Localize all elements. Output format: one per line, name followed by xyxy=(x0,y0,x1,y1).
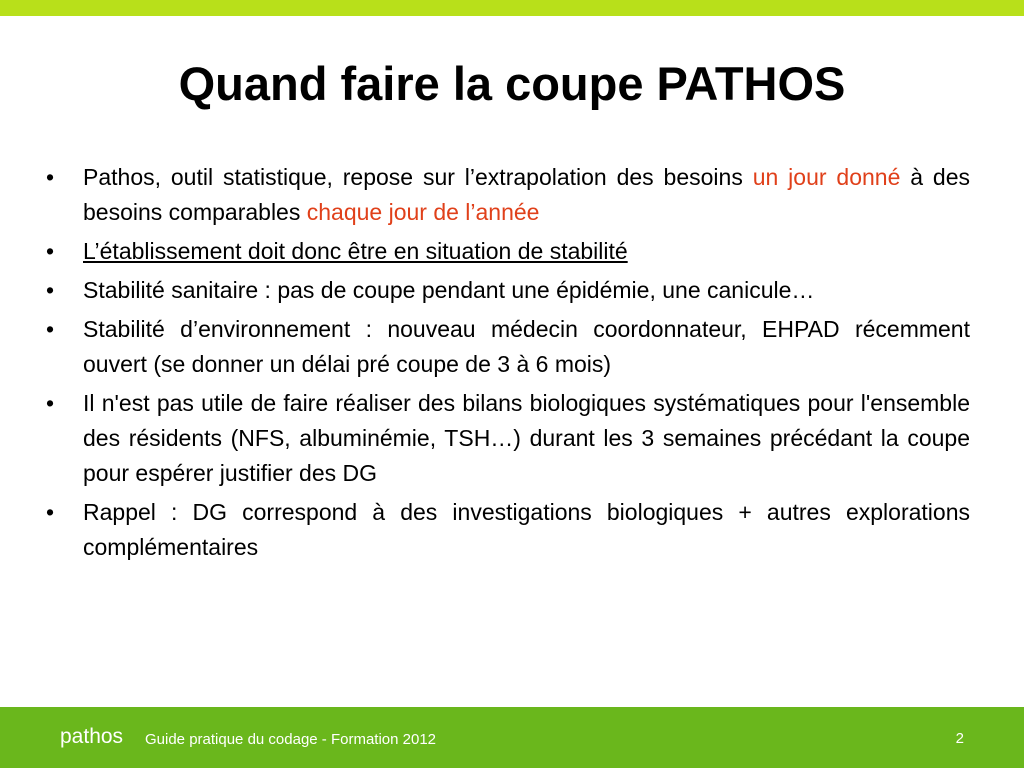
bullet-text-segment: L’établissement doit donc être en situation de stabilité xyxy=(83,238,628,264)
bullet-item xyxy=(46,160,970,230)
bullet-text-segment: Stabilité sanitaire : pas de coupe pendant une épidémie, une canicule… xyxy=(83,277,815,303)
top-accent-bar xyxy=(0,0,1024,16)
bullet-text-segment: un jour donné xyxy=(752,164,901,190)
bullet-text-segment: Pathos, outil statistique, repose sur l’extrapolation des besoins xyxy=(83,164,753,190)
bullet-text-segment: Rappel : DG correspond à des investigations biologiques + autres explorations complémentaires xyxy=(83,499,970,560)
bullet-marker: • xyxy=(46,316,55,342)
footer-brand: pathos xyxy=(60,725,124,748)
bullet-item xyxy=(46,273,970,308)
bullet-text-segment: chaque jour de l’année xyxy=(306,199,540,225)
bullet-marker: • xyxy=(46,164,55,190)
bullet-text-segment: à des besoins comparables xyxy=(83,164,971,225)
page-number: 2 xyxy=(955,730,964,747)
slide-content xyxy=(46,160,970,569)
bullet-list xyxy=(46,160,970,565)
bullet-item xyxy=(46,312,970,382)
footer-bar xyxy=(0,707,1024,768)
bullet-text-segment: Stabilité d’environnement : nouveau médecin coordonnateur, EHPAD récemment ouvert (se donner un délai pré coupe de 3 à 6 mois) xyxy=(83,316,970,377)
bullet-marker: • xyxy=(46,499,55,525)
bullet-item xyxy=(46,495,970,565)
bullet-marker: • xyxy=(46,277,55,303)
bullet-item xyxy=(46,386,970,491)
bullet-marker: • xyxy=(46,390,55,416)
bullet-marker: • xyxy=(46,238,55,264)
slide-title: Quand faire la coupe PATHOS xyxy=(178,57,846,110)
footer-subtitle: Guide pratique du codage - Formation 2012 xyxy=(145,731,437,748)
bullet-text-segment: Il n'est pas utile de faire réaliser des bilans biologiques systématiques pour l'ensemble des résidents (NFS, albuminémie, TSH…) durant les 3 semaines précédant la coupe pour espérer justifier des DG xyxy=(83,390,970,486)
bullet-item xyxy=(46,234,970,269)
